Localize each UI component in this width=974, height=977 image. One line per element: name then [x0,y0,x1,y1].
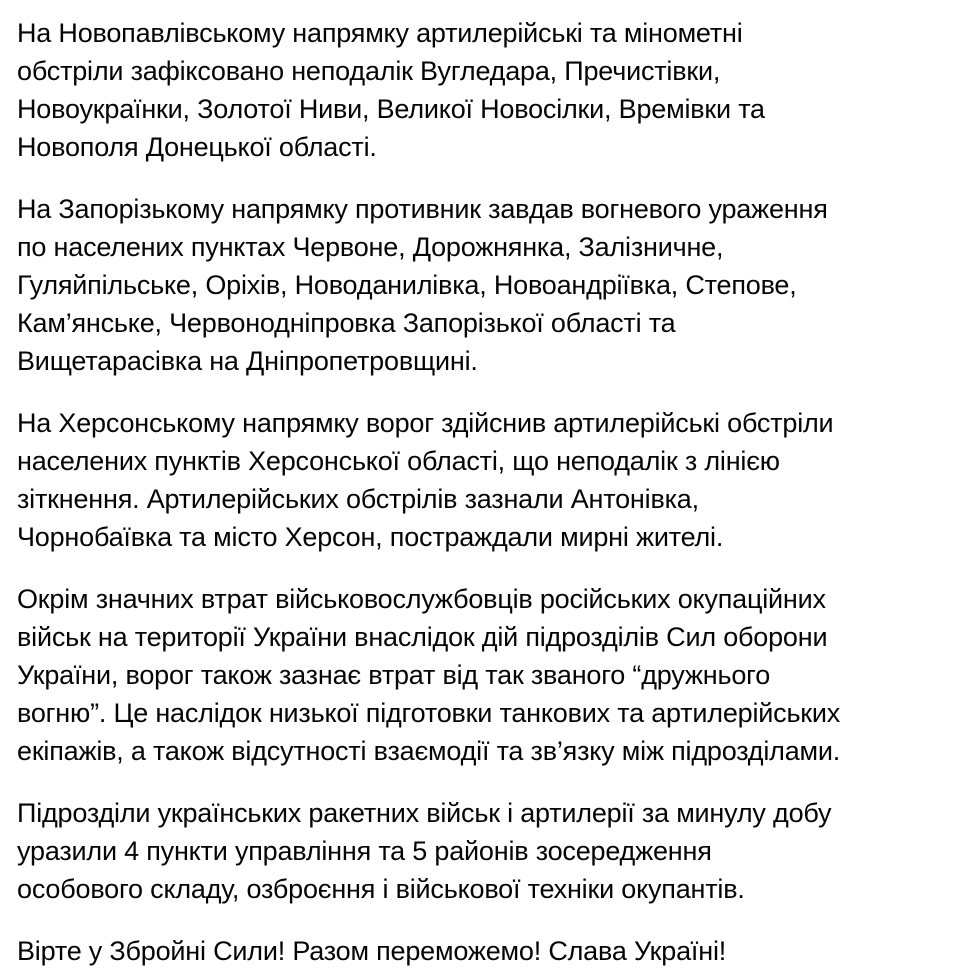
post-paragraph [17,404,966,556]
text-line: Новополя Донецької області. [17,132,377,162]
text-line: Підрозділи українських ракетних військ і артилерії за минулу добу [17,798,832,828]
text-line: обстріли зафіксовано неподалік Вугледара, Пречистівки, [17,56,721,86]
text-line: Вірте у Збройні Сили! Разом переможемо! Слава Україні! [17,936,727,966]
text-line: по населених пунктах Червоне, Дорожнянка, Залізничне, [17,232,724,262]
text-line: На Новопавлівському напрямку артилерійські та мінометні [17,18,743,48]
text-line: військ на території України внаслідок дій підрозділів Сил оборони [17,622,828,652]
text-line: України, ворог також зазнає втрат від так званого “дружнього [17,660,771,690]
text-line: Окрім значних втрат військовослужбовців російських окупаційних [17,584,826,614]
text-line: уразили 4 пункти управління та 5 районів зосередження [17,836,712,866]
post-paragraph [17,580,966,770]
text-line: екіпажів, а також відсутності взаємодії та зв’язку між підрозділами. [17,736,841,766]
text-line: Чорнобаївка та місто Херсон, постраждали мирні жителі. [17,522,724,552]
text-line: Новоукраїнки, Золотої Ниви, Великої Новосілки, Времівки та [17,94,765,124]
text-line: Гуляйпільське, Оріхів, Новоданилівка, Новоандріївка, Степове, [17,270,797,300]
text-line: вогню”. Це наслідок низької підготовки танкових та артилерійських [17,698,841,728]
text-line: особового складу, озброєння і військової техніки окупантів. [17,874,745,904]
post-paragraph [17,14,966,166]
post-paragraph [17,932,966,970]
text-line: На Херсонському напрямку ворог здійснив артилерійські обстріли [17,408,834,438]
text-line: зіткнення. Артилерійських обстрілів зазнали Антонівка, [17,484,699,514]
text-line: Вищетарасівка на Дніпропетровщині. [17,346,478,376]
post-paragraph [17,190,966,380]
post-paragraph [17,794,966,908]
text-line: Кам’янське, Червонодніпровка Запорізької області та [17,308,676,338]
text-line: населених пунктів Херсонської області, що неподалік з лінією [17,446,780,476]
text-line: На Запорізькому напрямку противник завдав вогневого ураження [17,194,828,224]
